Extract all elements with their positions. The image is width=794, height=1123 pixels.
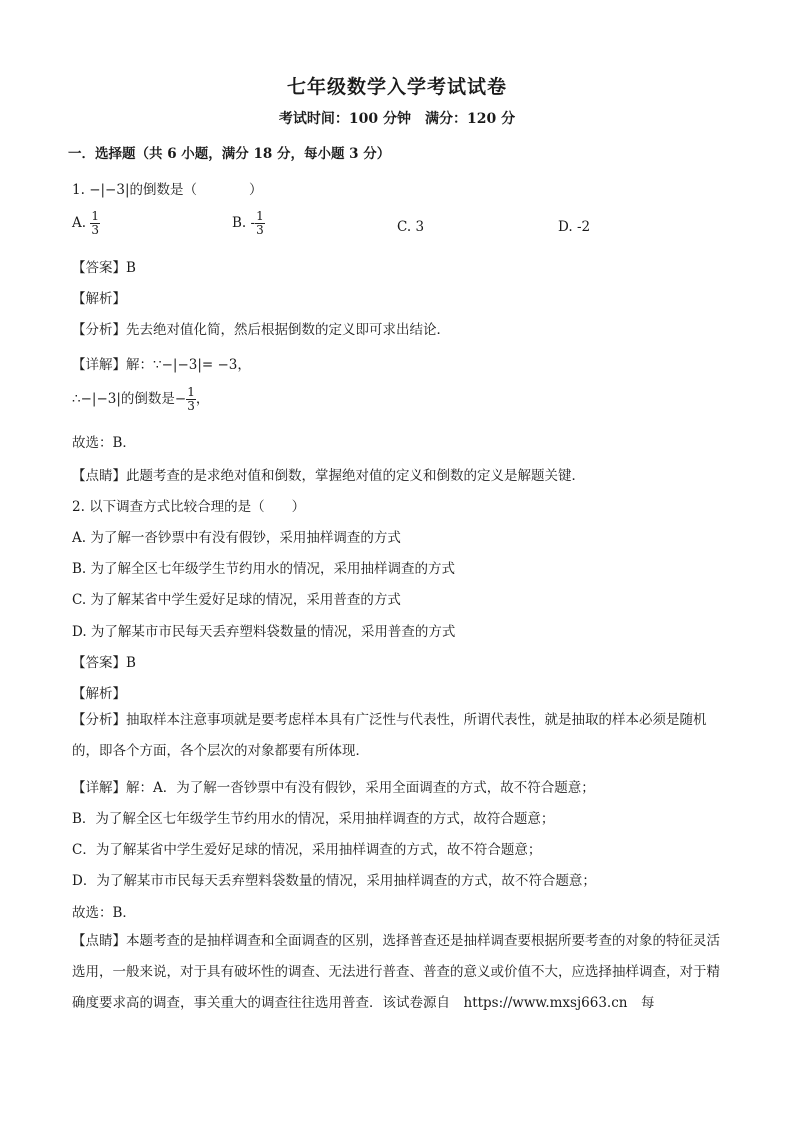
q1-therefore [72,386,209,413]
detail-prefix: 解： [126,357,153,373]
page-title: 七年级数学入学考试试卷 [286,76,507,98]
detail-text: 解：A．为了解一沓钞票中有没有假钞，采用全面调查的方式，故不符合题意； [126,780,595,796]
q1-stem-close: ） [249,182,263,198]
numerator: 1 [256,209,264,223]
q2-detail-line-4: D．为了解某市市民每天丢弃塑料袋数量的情况，采用抽样调查的方式，故不符合题意； [72,873,596,889]
detail-tag: 【详解】 [72,780,126,796]
q1-detail [72,353,251,373]
q1-option-c [397,219,424,235]
q1-answer [72,256,136,276]
q2-detail-line-2: B．为了解全区七年级学生节约用水的情况，采用抽样调查的方式，故符合题意； [72,811,555,827]
answer-tag: 【答案】 [72,260,126,276]
option-text: -2 [576,219,591,235]
fenxi-text: 先去绝对值化简，然后根据倒数的定义即可求出结论． [126,322,450,338]
q2-option-d: D. 为了解某市市民每天丢弃塑料袋数量的情况，采用普查的方式 [72,624,456,640]
fenxi-tag: 【分析】 [72,322,126,338]
comment-tag: 【点睛】 [72,933,126,949]
q2-choose: 故选：B． [72,905,136,921]
numerator: 1 [91,209,99,223]
q1-option-b [232,210,265,237]
q1-expression: −|−3| [89,182,130,198]
exam-info: 考试时间：100 分钟 满分：120 分 [278,111,516,127]
punctuation: ， [195,391,210,407]
option-label: A. [72,215,87,231]
minus-sign: - [250,215,256,231]
answer-value: B [126,655,136,671]
q2-option-b: B. 为了解全区七年级学生节约用水的情况，采用抽样调查的方式 [72,561,456,577]
q2-comment [72,926,720,1019]
detail-expression: ∵−|−3|= −3， [153,357,251,373]
q2-option-c: C. 为了解某省中学生爱好足球的情况，采用普查的方式 [72,592,401,608]
q1-option-d [558,219,590,235]
comment-tag: 【点睛】 [72,468,126,484]
answer-tag: 【答案】 [72,655,126,671]
q1-stem [72,178,263,198]
section-heading: 一．选择题（共 6 小题，满分 18 分，每小题 3 分） [68,146,391,162]
option-label: C. [397,219,412,235]
q2-stem: 2. 以下调查方式比较合理的是（ ） [72,499,306,515]
q1-choose: 故选：B． [72,435,136,451]
q1-analysis-tag: 【解析】 [72,291,126,307]
fraction [90,210,100,237]
fraction [186,386,196,413]
denominator: 3 [91,223,99,237]
therefore-text: 的倒数是 [120,391,175,407]
minus-sign: − [174,391,187,407]
option-label: B. [232,215,247,231]
option-text: 3 [415,219,425,235]
comment-text: 本题考查的是抽样调查和全面调查的区别，选择普查还是抽样调查要根据所要考查的对象的特征灵活选用，一般来说，对于具有破坏性的调查、无法进行普查、普查的意义或价值不大，应选择抽样调查，对于精确度要求高的调查，事关重大的调查往往选用普查．该试卷源自 https://www.mxsj663.cn 每 [72,933,720,1011]
numerator: 1 [187,385,195,399]
fenxi-text: 抽取样本注意事项就是要考虑样本具有广泛性与代表性，所谓代表性，就是抽取的样本必须是随机的，即各个方面，各个层次的对象都要有所体现． [72,712,707,759]
therefore-expression: ∴−|−3| [72,391,121,407]
option-label: D. [558,219,573,235]
q2-detail-line-3: C．为了解某省中学生爱好足球的情况，采用抽样调查的方式，故不符合题意； [72,842,542,858]
q2-fenxi [72,705,720,767]
q2-detail-line-1 [72,776,595,796]
fraction [255,210,265,237]
denominator: 3 [187,399,195,413]
fenxi-tag: 【分析】 [72,712,126,728]
answer-value: B [126,260,136,276]
q2-option-a: A. 为了解一沓钞票中有没有假钞，采用抽样调查的方式 [72,530,401,546]
comment-text: 此题考查的是求绝对值和倒数，掌握绝对值的定义和倒数的定义是解题关键． [126,468,585,484]
q1-stem-text: 的倒数是（ [129,182,197,198]
q2-answer [72,651,136,671]
q2-analysis-tag: 【解析】 [72,686,126,702]
q1-number: 1. [72,182,85,198]
q1-comment [72,464,585,484]
denominator: 3 [256,223,264,237]
q1-option-a [72,210,100,237]
detail-tag: 【详解】 [72,357,126,373]
q1-fenxi [72,318,450,338]
